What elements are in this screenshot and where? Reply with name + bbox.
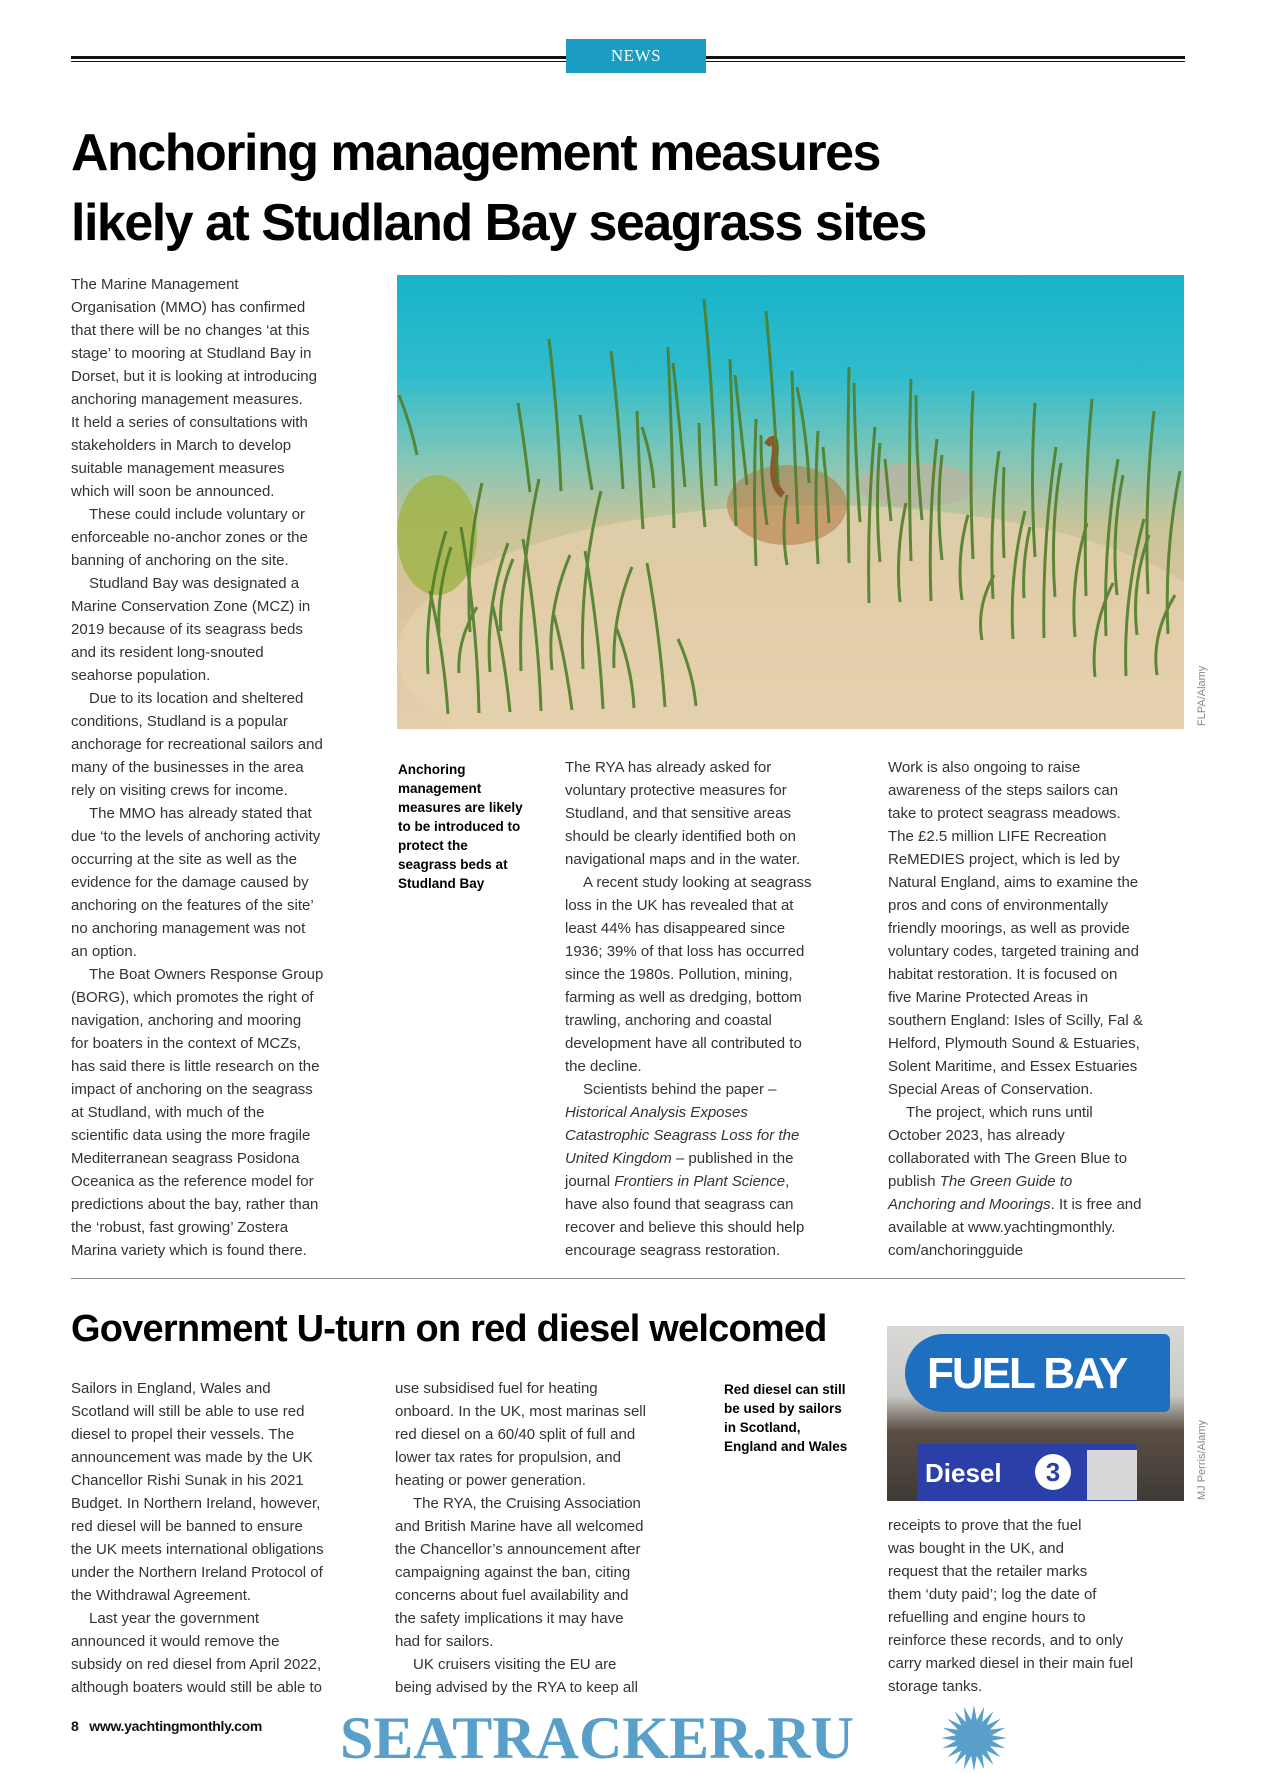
- text-line: and its resident long-snouted: [71, 644, 264, 661]
- fuel-photo-caption: [724, 1380, 847, 1456]
- pump-number: 3: [1035, 1454, 1071, 1490]
- caption-line: protect the: [398, 838, 468, 853]
- text-line: the UK meets international obligations: [71, 1541, 324, 1558]
- text-line: Work is also ongoing to raise: [888, 759, 1081, 776]
- text-line: the ‘robust, fast growing’ Zostera: [71, 1219, 289, 1236]
- text-line: conditions, Studland is a popular: [71, 713, 288, 730]
- text-line: reinforce these records, and to only: [888, 1632, 1124, 1649]
- text-line: UK cruisers visiting the EU are: [413, 1656, 617, 1673]
- article2-headline: Government U-turn on red diesel welcomed: [71, 1308, 827, 1350]
- text-line: The RYA has already asked for: [565, 759, 772, 776]
- text-line: that there will be no changes ‘at this: [71, 322, 310, 339]
- text-line: friendly moorings, as well as provide: [888, 920, 1130, 937]
- text-line: Helford, Plymouth Sound & Estuaries,: [888, 1035, 1140, 1052]
- text-line: storage tanks.: [888, 1678, 983, 1695]
- text-line: development have all contributed to: [565, 1035, 802, 1052]
- text-line: The Marine Management: [71, 276, 239, 293]
- text-line: Oceanica as the reference model for: [71, 1173, 314, 1190]
- text-line: A recent study looking at seagrass: [583, 874, 812, 891]
- footer-url[interactable]: www.yachtingmonthly.com: [89, 1718, 263, 1734]
- text-line: Historical Analysis Exposes: [565, 1104, 748, 1121]
- text-line: publish The Green Guide to: [888, 1173, 1073, 1190]
- seagrass-blade: [939, 455, 942, 560]
- text-line: banning of anchoring on the site.: [71, 552, 289, 569]
- seagrass-blade: [854, 383, 860, 522]
- fuel-bay-photo: [887, 1326, 1184, 1501]
- seagrass-blade: [704, 299, 716, 486]
- text-line: evidence for the damage caused by: [71, 874, 309, 891]
- seagrass-blade: [878, 443, 881, 562]
- text-line: red diesel on a 60/40 split of full and: [395, 1426, 636, 1443]
- text-line: loss in the UK has revealed that at: [565, 897, 794, 914]
- text-line: stakeholders in March to develop: [71, 437, 292, 454]
- text-line: (BORG), which promotes the right of: [71, 989, 314, 1006]
- text-line: Scientists behind the paper –: [583, 1081, 777, 1098]
- text-line: carry marked diesel in their main fuel: [888, 1655, 1134, 1672]
- text-line: These could include voluntary or: [89, 506, 305, 523]
- text-line: under the Northern Ireland Protocol of: [71, 1564, 323, 1581]
- text-line: an option.: [71, 943, 137, 960]
- text-line: Marine Conservation Zone (MCZ) in: [71, 598, 311, 615]
- seagrass-blade: [971, 391, 973, 559]
- text-line: recover and believe this should help: [565, 1219, 805, 1236]
- text-line: The Boat Owners Response Group: [89, 966, 324, 983]
- headline-line: Anchoring management measures: [71, 124, 880, 182]
- text-line: October 2023, has already: [888, 1127, 1065, 1144]
- text-line: navigation, anchoring and mooring: [71, 1012, 302, 1029]
- seagrass-blade: [611, 351, 623, 489]
- text-line: awareness of the steps sailors can: [888, 782, 1119, 799]
- text-line: them ‘duty paid’; log the date of: [888, 1586, 1097, 1603]
- text-line: the Chancellor’s announcement after: [395, 1541, 641, 1558]
- seagrass-blade: [518, 403, 530, 492]
- caption-line: Anchoring: [398, 762, 466, 777]
- text-line: habitat restoration. It is focused on: [888, 966, 1118, 983]
- text-line: had for sailors.: [395, 1633, 494, 1650]
- article2-column-2: [395, 1377, 646, 1699]
- text-line: Scotland will still be able to use red: [71, 1403, 305, 1420]
- text-line: being advised by the RYA to keep all: [395, 1679, 638, 1696]
- text-line: United Kingdom – published in the: [565, 1150, 794, 1167]
- text-line: The £2.5 million LIFE Recreation: [888, 828, 1107, 845]
- seagrass-blade: [1033, 403, 1036, 557]
- text-line: has said there is little research on the: [71, 1058, 320, 1075]
- text-line: request that the retailer marks: [888, 1563, 1088, 1580]
- text-line: Solent Maritime, and Essex Estuaries: [888, 1058, 1138, 1075]
- text-line: impact of anchoring on the seagrass: [71, 1081, 313, 1098]
- article2-column-3: [888, 1514, 1133, 1698]
- seagrass-blade: [735, 375, 747, 485]
- text-line: Sailors in England, Wales and: [71, 1380, 271, 1397]
- caption-line: Studland Bay: [398, 876, 485, 891]
- seagrass-blade: [673, 363, 685, 487]
- text-line: no anchoring management was not: [71, 920, 306, 937]
- seagrass-blade: [549, 339, 561, 491]
- text-line: the decline.: [565, 1058, 642, 1075]
- text-line: subsidy on red diesel from April 2022,: [71, 1656, 322, 1673]
- text-line: scientific data using the more fragile: [71, 1127, 311, 1144]
- text-line: concerns about fuel availability and: [395, 1587, 629, 1604]
- seagrass-photo: [397, 275, 1184, 729]
- text-line: red diesel will be banned to ensure: [71, 1518, 303, 1535]
- text-line: was bought in the UK, and: [888, 1540, 1064, 1557]
- text-line: although boaters would still be able to: [71, 1679, 323, 1696]
- text-line: many of the businesses in the area: [71, 759, 304, 776]
- text-line: Studland Bay was designated a: [89, 575, 300, 592]
- text-line: available at www.yachtingmonthly.: [888, 1219, 1116, 1236]
- article1-column-2: [565, 756, 811, 1262]
- text-line: rely on visiting crews for income.: [71, 782, 288, 799]
- text-line: anchoring management measures.: [71, 391, 303, 408]
- text-line: suitable management measures: [71, 460, 285, 477]
- text-line: voluntary protective measures for: [565, 782, 787, 799]
- text-line: diesel to propel their vessels. The: [71, 1426, 295, 1443]
- text-line: Dorset, but it is looking at introducing: [71, 368, 317, 385]
- text-line: since the 1980s. Pollution, mining,: [565, 966, 793, 983]
- text-line: Catastrophic Seagrass Loss for the: [565, 1127, 800, 1144]
- text-line: occurring at the site as well as the: [71, 851, 297, 868]
- text-line: at Studland, with much of the: [71, 1104, 265, 1121]
- text-line: which will soon be announced.: [71, 483, 275, 500]
- article1-column-3: [888, 756, 1143, 1262]
- text-line: five Marine Protected Areas in: [888, 989, 1089, 1006]
- seagrass-blade: [580, 415, 592, 490]
- seagrass-blade: [1003, 467, 1004, 558]
- fuel-photo-credit: MJ Perris/Alamy: [1196, 1419, 1208, 1500]
- caption-line: in Scotland,: [724, 1420, 801, 1435]
- text-line: pros and cons of environmentally: [888, 897, 1109, 914]
- text-line: the safety implications it may have: [395, 1610, 624, 1627]
- text-line: and British Marine have all welcomed: [395, 1518, 644, 1535]
- text-line: lower tax rates for propulsion, and: [395, 1449, 621, 1466]
- text-line: should be clearly identified both on: [565, 828, 796, 845]
- caption-line: seagrass beds at: [398, 857, 508, 872]
- page-footer: [71, 1718, 262, 1734]
- text-line: announced it would remove the: [71, 1633, 280, 1650]
- text-line: seahorse population.: [71, 667, 211, 684]
- text-line: campaigning against the ban, citing: [395, 1564, 631, 1581]
- text-line: 2019 because of its seagrass beds: [71, 621, 303, 638]
- text-line: The project, which runs until: [906, 1104, 1093, 1121]
- fuel-bay-sign-text: FUEL BAY: [927, 1349, 1127, 1398]
- text-line: heating or power generation.: [395, 1472, 586, 1489]
- photo-caption: [398, 760, 523, 893]
- caption-line: management: [398, 781, 482, 796]
- caption-line: Red diesel can still: [724, 1382, 846, 1397]
- text-line: take to protect seagrass meadows.: [888, 805, 1121, 822]
- text-line: onboard. In the UK, most marinas sell: [395, 1403, 646, 1420]
- seagrass-blade: [848, 367, 849, 563]
- headline-line: likely at Studland Bay seagrass sites: [71, 194, 926, 252]
- text-line: encourage seagrass restoration.: [565, 1242, 781, 1259]
- seagrass-blade: [399, 395, 417, 455]
- text-line: collaborated with The Green Blue to: [888, 1150, 1128, 1167]
- text-line: for boaters in the context of MCZs,: [71, 1035, 302, 1052]
- article1-column-1: [71, 273, 323, 1262]
- text-line: announcement was made by the UK: [71, 1449, 313, 1466]
- text-line: farming as well as dredging, bottom: [565, 989, 802, 1006]
- seagrass-blade: [642, 427, 654, 488]
- caption-line: measures are likely: [398, 800, 523, 815]
- text-line: com/anchoringguide: [888, 1242, 1024, 1259]
- text-line: due ‘to the levels of anchoring activity: [71, 828, 321, 845]
- text-line: The RYA, the Cruising Association: [413, 1495, 641, 1512]
- text-line: Mediterranean seagrass Posidona: [71, 1150, 300, 1167]
- text-line: The MMO has already stated that: [89, 805, 312, 822]
- text-line: stage’ to mooring at Studland Bay in: [71, 345, 312, 362]
- text-line: receipts to prove that the fuel: [888, 1517, 1082, 1534]
- caption-line: to be introduced to: [398, 819, 521, 834]
- seagrass-blade: [755, 419, 757, 566]
- text-line: Studland, and that sensitive areas: [565, 805, 791, 822]
- text-line: anchoring on the features of the site’: [71, 897, 314, 914]
- text-line: southern England: Isles of Scilly, Fal &: [888, 1012, 1143, 1029]
- seagrass-illustration: [397, 275, 1184, 729]
- caption-line: be used by sailors: [724, 1401, 842, 1416]
- text-line: Last year the government: [89, 1610, 260, 1627]
- text-line: Special Areas of Conservation.: [888, 1081, 1094, 1098]
- text-line: 1936; 39% of that loss has occurred: [565, 943, 805, 960]
- text-line: Marina variety which is found there.: [71, 1242, 307, 1259]
- text-line: anchorage for recreational sailors and: [71, 736, 323, 753]
- pump-display: [1087, 1450, 1137, 1500]
- text-line: voluntary codes, targeted training and: [888, 943, 1139, 960]
- text-line: least 44% has disappeared since: [565, 920, 786, 937]
- article2-column-1: [71, 1377, 324, 1699]
- text-line: Due to its location and sheltered: [89, 690, 304, 707]
- text-line: Chancellor Rishi Sunak in his 2021: [71, 1472, 304, 1489]
- text-line: It held a series of consultations with: [71, 414, 308, 431]
- text-line: trawling, anchoring and coastal: [565, 1012, 772, 1029]
- caption-line: England and Wales: [724, 1439, 848, 1454]
- text-line: Anchoring and Moorings. It is free and: [888, 1196, 1142, 1213]
- text-line: use subsidised fuel for heating: [395, 1380, 598, 1397]
- text-line: enforceable no-anchor zones or the: [71, 529, 308, 546]
- text-line: predictions about the bay, rather than: [71, 1196, 319, 1213]
- text-line: the Withdrawal Agreement.: [71, 1587, 252, 1604]
- text-line: Natural England, aims to examine the: [888, 874, 1139, 891]
- text-line: ReMEDIES project, which is led by: [888, 851, 1120, 868]
- text-line: have also found that seagrass can: [565, 1196, 794, 1213]
- page-number: 8: [71, 1718, 79, 1734]
- watermark: SEATRACKER.RU: [340, 1705, 854, 1771]
- text-line: refuelling and engine hours to: [888, 1609, 1086, 1626]
- seagrass-blade: [910, 379, 912, 561]
- watermark-starburst-icon: [940, 1704, 1008, 1772]
- text-line: Organisation (MMO) has confirmed: [71, 299, 306, 316]
- photo-credit: FLPA/Alamy: [1196, 665, 1208, 726]
- text-line: journal Frontiers in Plant Science,: [565, 1173, 790, 1190]
- text-line: Budget. In Northern Ireland, however,: [71, 1495, 321, 1512]
- diesel-label: Diesel: [925, 1458, 1002, 1488]
- text-line: navigational maps and in the water.: [565, 851, 801, 868]
- article-divider: [71, 1278, 1185, 1279]
- article-headline: [71, 118, 1185, 258]
- section-label: NEWS: [566, 39, 706, 73]
